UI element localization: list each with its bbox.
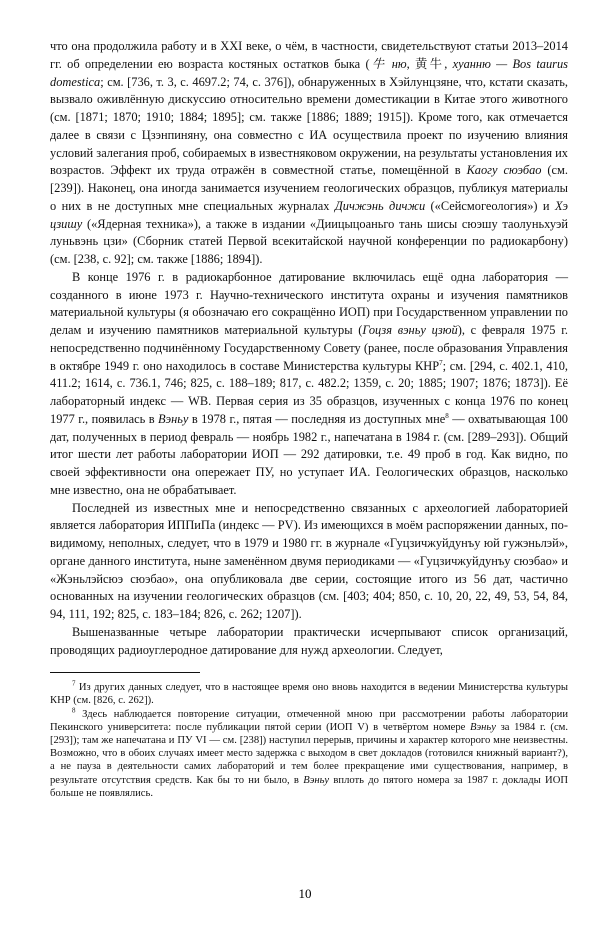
footnote-8: [50, 708, 568, 800]
paragraph-3: [50, 500, 568, 624]
text-run: за 1984 г. (см. [293]); там же напечатана и ПУ VI — см. [238]) наступил перерыв, причины и характер которого мне неизвестны. Возможно, что в обоих случаях имеет место задержка с выходом в свет докладов (готовился книжный вариант?), а не пауза в деятельности самих лабораторий и тем более прекращение ими существования, например, в результате отсутствия средств. Как бы то ни было, в: [50, 721, 568, 786]
text-run: (см. [239]). Наконец, она иногда занимается изучением геологических образцов, публикуя материалы о них в не доступных мне специальных журналах: [50, 163, 568, 213]
text-run: Из других данных следует, что в настоящее время оно вновь находится в ведении Министерства культуры КНР (см. [826, с. 262]).: [50, 682, 568, 707]
text-run: ), с февраля 1975 г. непосредственно подчинённому Государственному Совету (ранее, после образования Управления в октябре 1949 г. оно находилось в составе Министерства культуры КНР: [50, 323, 568, 373]
italic-text: Вэньу: [303, 774, 330, 786]
footnote-marker: 7: [439, 358, 443, 367]
text-run: в 1978 г., пятая — последняя из доступных мне: [188, 411, 446, 426]
text-run: ; см. [736, т. 3, с. 4697.2; 74, с. 376]), обнаруженных в Хэйлунцзяне, что, кстати сказать, вызвало оживлённую дискуссию относительно времени доместикации в Китае этого животного (см. [1871; 1870; 1910; 1884; 1895]; см. также [1886; 1889; 1915]). Кроме того, как отмечается далее в связи с Цзэнпиняну, она совместно с ИА осуществила проект по изучению влияния условий залегания проб, собираемых в известняковом окружении, на результаты установления их возрастов. Эффект их труда отражён в совместной статье, помещённой в: [50, 74, 568, 178]
text-run: Вышеназванные четыре лаборатории практически исчерпывают список организаций, проводящих радиоуглеродное датирование для нужд археологии. Следует,: [50, 624, 568, 657]
footnote-marker: 7: [72, 679, 76, 688]
text-run: («Сейсмогеология») и: [425, 198, 555, 213]
page-number: 10: [298, 886, 312, 901]
text-run: В конце 1976 г. в радиокарбонное датирование включилась ещё одна лаборатория — созданного в июне 1973 г. Научно-технического института охраны и изучения памятников материальной культуры (я обозначаю его сокращённо ИОП) при Государственном управлении по делам и изучению памятников материальной культуры (: [50, 269, 568, 337]
italic-text: Дичжэнь дичжи: [334, 198, 426, 213]
text-run: вплоть до пятого номера за 1987 г. доклады ИОП больше не появлялись.: [50, 774, 568, 799]
text-run: что она продолжила работу и в XXI веке, о чём, в частности, свидетельствуют статьи 2013–2014 гг. об определении ею возраста костяных остатков быка (: [50, 39, 568, 71]
text-run: («Ядерная техника»), а также в издании «Диицыцоаньго тань шисы сюэшу таолуньхуэй луньвэнь цзи» (Сборник статей Первой всекитайской научной конференции по радиокарбону) (см. [238, с. 92]; см. также [1886; 1894]).: [50, 216, 568, 266]
footnote-marker: 8: [445, 411, 449, 420]
text-run: Здесь наблюдается повторение ситуации, отмеченной мною при рассмотрении работы лаборатории Пекинского университета: после публикации пятой серии (ИОП V) в четвёртом номере: [50, 708, 568, 733]
italic-text: Вэньу: [158, 411, 189, 426]
footnote-7: [50, 681, 568, 707]
text-run: Последней из известных мне и непосредственно связанных с археологией лабораторией является лаборатория ИППиПа (индекс — PV). Из имеющихся в моём распоряжении данных, по-видимому, неполных, следует, что в 1979 и 1980 гг. в журнале «Гуцзичжуйдунъу юй гужэньлэй», органе данного института, ныне заменённом двумя периодиками — «Гуцзичжуйдунъу сюэбао» и «Жэньлэйсюэ сюэбао», она опубликовала две серии, состоящие итого из 56 дат, частично основанных на изучении геологических образцов (см. [403; 404; 850, с. 10, 20, 22, 49, 53, 54, 84, 94, 111, 192; 825, с. 183–184; 826, с. 262; 1207]).: [50, 500, 568, 621]
italic-text: Каогу сюэбао: [466, 163, 542, 178]
document-page: [50, 38, 568, 800]
italic-text: Гоцзя вэньу цзюй: [362, 323, 458, 337]
italic-text: Хэ цзишу: [50, 198, 568, 231]
paragraph-4: [50, 624, 568, 660]
italic-text: Вэньу: [470, 721, 496, 733]
footnote-divider: [50, 672, 200, 673]
paragraph-1: [50, 38, 568, 269]
italic-text: хуанню — Bos taurus domestica: [50, 56, 569, 89]
footnote-marker: 8: [72, 706, 76, 715]
paragraph-2: [50, 269, 568, 500]
italic-text: 牛 ню: [369, 56, 407, 71]
text-run: — охватывающая 100 дат, полученных в период февраль — ноябрь 1982 г., напечатана в 1984 г. (см. [289–293]). Общий итог шести лет работы лаборатории ИОП — 292 датировки, т.е. 49 проб в год. Как видно, по своей эффективности она опережает ПУ, но уступает ИА. Геологических образцов, насколько мне известно, она не обрабатывает.: [50, 411, 569, 497]
text-run: ; см. [294, с. 402.1, 410, 411.2; 1614, с. 736.1, 746; 825, с. 188–189; 817, с. 482.2; 1359, с. 20; 1885; 1907; 1876; 1873]). Её лабораторный индекс — WB. Первая серия из 35 образцов, изученных с конца 1976 по конец 1977 г., появилась в: [50, 358, 569, 426]
text-run: , 黄牛,: [406, 56, 453, 71]
